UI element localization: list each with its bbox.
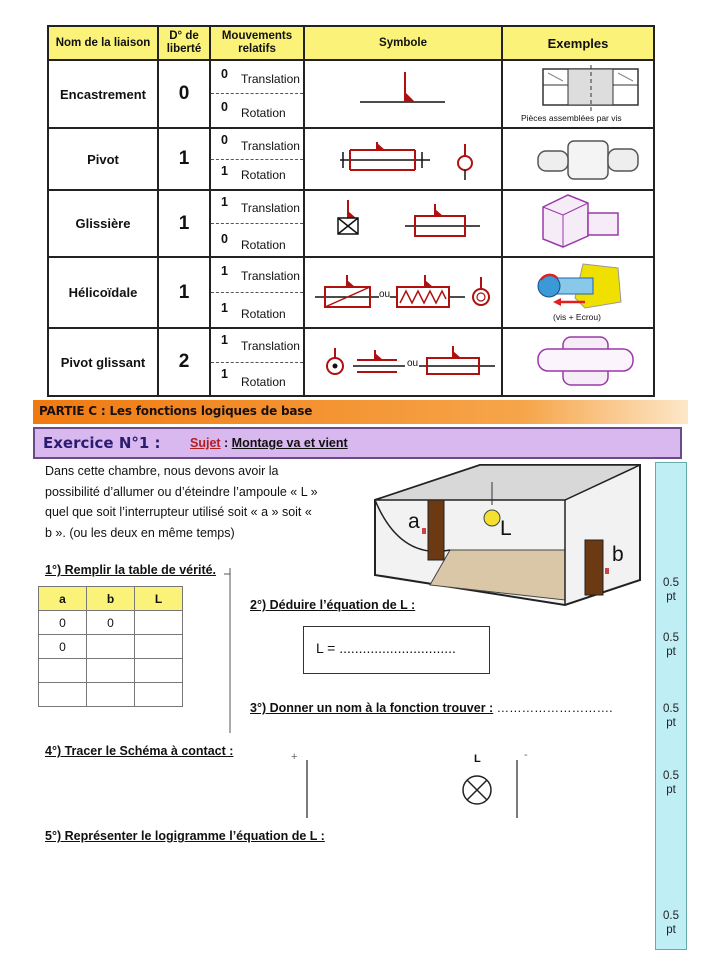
truth-cell[interactable] (39, 659, 87, 683)
liaison-mouvements (210, 60, 304, 128)
vis-ecrou-image (513, 260, 663, 312)
truth-cell[interactable] (135, 659, 183, 683)
liaison-dof: 1 (158, 257, 210, 328)
truth-cell[interactable] (87, 635, 135, 659)
truth-header-row (39, 587, 183, 611)
translation-row (211, 129, 303, 160)
lamp-label: L (474, 753, 481, 765)
truth-cell[interactable]: 0 (39, 611, 87, 635)
rotation-label: Rotation (241, 106, 286, 120)
rotation-row (211, 293, 303, 327)
partie-c-title: PARTIE C : Les fonctions logiques de base (39, 404, 313, 418)
rotation-count: 1 (221, 367, 228, 381)
exemple-pivot (502, 128, 654, 190)
truth-table (38, 586, 183, 707)
translation-row (211, 258, 303, 293)
translation-count: 0 (221, 133, 228, 147)
liaison-name: Pivot (48, 128, 158, 190)
rotation-count: 1 (221, 164, 228, 178)
liaison-dof: 1 (158, 128, 210, 190)
truth-cell[interactable] (135, 683, 183, 707)
minus-terminal: - (524, 749, 528, 761)
rotation-row (211, 94, 303, 127)
points-unit: pt (666, 784, 676, 796)
pieces-assemblees-image (513, 65, 663, 115)
truth-cell[interactable]: 0 (39, 635, 87, 659)
question-5: 5°) Représenter le logigramme l’équation de L : (45, 829, 325, 843)
liaisons-table (47, 25, 655, 397)
liaison-dof: 2 (158, 328, 210, 396)
liaison-name: Hélicoïdale (48, 257, 158, 328)
glissiere-example-image (513, 191, 663, 255)
translation-label: Translation (241, 201, 300, 215)
ou-label: ou (407, 358, 419, 369)
points-value: 0.5 (663, 770, 679, 782)
equation-box[interactable] (303, 626, 490, 674)
sujet-separator: : (220, 436, 232, 450)
translation-count: 0 (221, 67, 228, 81)
exemple-encastrement (502, 60, 654, 128)
liaison-mouvements (210, 328, 304, 396)
rotation-label: Rotation (241, 168, 286, 182)
question-3: 3°) Donner un nom à la fonction trouver : (250, 701, 494, 715)
symbole-helicoidale (304, 257, 502, 328)
points-value: 0.5 (663, 577, 679, 589)
rotation-label: Rotation (241, 307, 286, 321)
pivot-glissant-example-image (513, 329, 663, 393)
table-row (48, 328, 654, 396)
translation-label: Translation (241, 269, 300, 283)
exemple-caption: (vis + Ecrou) (553, 312, 601, 322)
truth-header: a (39, 587, 87, 611)
glissiere-symbol (305, 192, 501, 256)
contact-schema (285, 752, 535, 822)
exemple-glissiere (502, 190, 654, 257)
question-2: 2°) Déduire l’équation de L : (250, 598, 416, 612)
translation-label: Translation (241, 139, 300, 153)
truth-row (39, 635, 183, 659)
truth-header: L (135, 587, 183, 611)
equation-text: L = .............................. (316, 640, 456, 656)
plus-terminal: + (291, 751, 298, 763)
symbole-pivot-glissant (304, 328, 502, 396)
q3-answer-dots[interactable]: ………………………. (493, 701, 613, 715)
exemple-pivot-glissant (502, 328, 654, 396)
liaison-name: Glissière (48, 190, 158, 257)
points-unit: pt (666, 646, 676, 658)
intro-line: Dans cette chambre, nous devons avoir la (45, 464, 279, 478)
translation-count: 1 (221, 264, 228, 278)
translation-label: Translation (241, 339, 300, 353)
pivot-example-image (513, 129, 663, 188)
points-unit: pt (666, 717, 676, 729)
translation-label: Translation (241, 72, 300, 86)
liaison-mouvements (210, 257, 304, 328)
intro-line: b ». (ou les deux en même temps) (45, 525, 235, 540)
encastrement-symbol (305, 62, 501, 127)
pivot-symbol (305, 130, 501, 189)
truth-row (39, 611, 183, 635)
translation-row (211, 329, 303, 363)
table-header-row (48, 26, 654, 60)
liaison-name: Pivot glissant (48, 328, 158, 396)
intro-line: quel que soit l’interrupteur utilisé soit « a » soit « (45, 505, 312, 519)
translation-row (211, 61, 303, 94)
header-mv-1: Mouvements (221, 30, 293, 42)
translation-count: 1 (221, 333, 228, 347)
truth-row (39, 683, 183, 707)
liaison-name: Encastrement (48, 60, 158, 128)
liaison-mouvements (210, 128, 304, 190)
translation-row (211, 191, 303, 224)
question-1: 1°) Remplir la table de vérité. (45, 563, 217, 577)
exercice-subject (190, 436, 348, 450)
liaison-dof: 0 (158, 60, 210, 128)
translation-count: 1 (221, 195, 228, 209)
header-mv-2: relatifs (238, 43, 276, 55)
truth-row (39, 659, 183, 683)
symbole-encastrement (304, 60, 502, 128)
rotation-label: Rotation (241, 238, 286, 252)
truth-header: b (87, 587, 135, 611)
room-illustration (370, 460, 660, 610)
truth-cell[interactable] (87, 683, 135, 707)
exercise-intro (45, 461, 365, 543)
rotation-label: Rotation (241, 375, 286, 389)
truth-cell[interactable]: 0 (87, 611, 135, 635)
liaison-dof: 1 (158, 190, 210, 257)
header-ddl-1: D° de (169, 30, 199, 42)
symbole-glissiere (304, 190, 502, 257)
header-symbole: Symbole (304, 26, 502, 60)
header-nom: Nom de la liaison (48, 26, 158, 60)
truth-cell[interactable] (135, 611, 183, 635)
exercice-title: Exercice N°1 : (43, 434, 161, 452)
pivot-glissant-symbol (305, 330, 501, 395)
ou-label: ou (379, 289, 391, 300)
sujet-text: Montage va et vient (231, 436, 348, 450)
question-3-line (250, 701, 613, 715)
rotation-count: 0 (221, 232, 228, 246)
lamp-L-label: L (500, 517, 512, 540)
q1-separator (224, 568, 234, 733)
points-sidebar (655, 462, 687, 950)
header-exemples: Exemples (502, 26, 654, 60)
table-row (48, 257, 654, 328)
question-4: 4°) Tracer le Schéma à contact : (45, 744, 234, 758)
switch-a-label: a (408, 510, 420, 533)
points-value: 0.5 (663, 632, 679, 644)
exemple-caption: Pièces assemblées par vis (521, 113, 622, 123)
intro-line: possibilité d’allumer ou d’éteindre l’ampoule « L » (45, 484, 318, 499)
table-row (48, 128, 654, 190)
header-mouvements (210, 26, 304, 60)
truth-cell[interactable] (87, 659, 135, 683)
points-unit: pt (666, 591, 676, 603)
helicoidale-symbol (305, 259, 501, 327)
rotation-row (211, 224, 303, 256)
exercice-header (33, 427, 682, 459)
liaison-mouvements (210, 190, 304, 257)
rotation-count: 0 (221, 100, 228, 114)
switch-b-label: b (612, 543, 624, 566)
partie-c-banner (33, 400, 688, 424)
header-ddl-2: liberté (166, 43, 202, 55)
rotation-row (211, 363, 303, 395)
symbole-pivot (304, 128, 502, 190)
header-ddl (158, 26, 210, 60)
rotation-row (211, 160, 303, 189)
table-row (48, 60, 654, 128)
table-row (48, 190, 654, 257)
rotation-count: 1 (221, 301, 228, 315)
points-unit: pt (666, 924, 676, 936)
points-value: 0.5 (663, 703, 679, 715)
exemple-helicoidale (502, 257, 654, 328)
truth-cell[interactable] (135, 635, 183, 659)
points-value: 0.5 (663, 910, 679, 922)
sujet-label: Sujet (190, 436, 221, 450)
truth-cell[interactable] (39, 683, 87, 707)
